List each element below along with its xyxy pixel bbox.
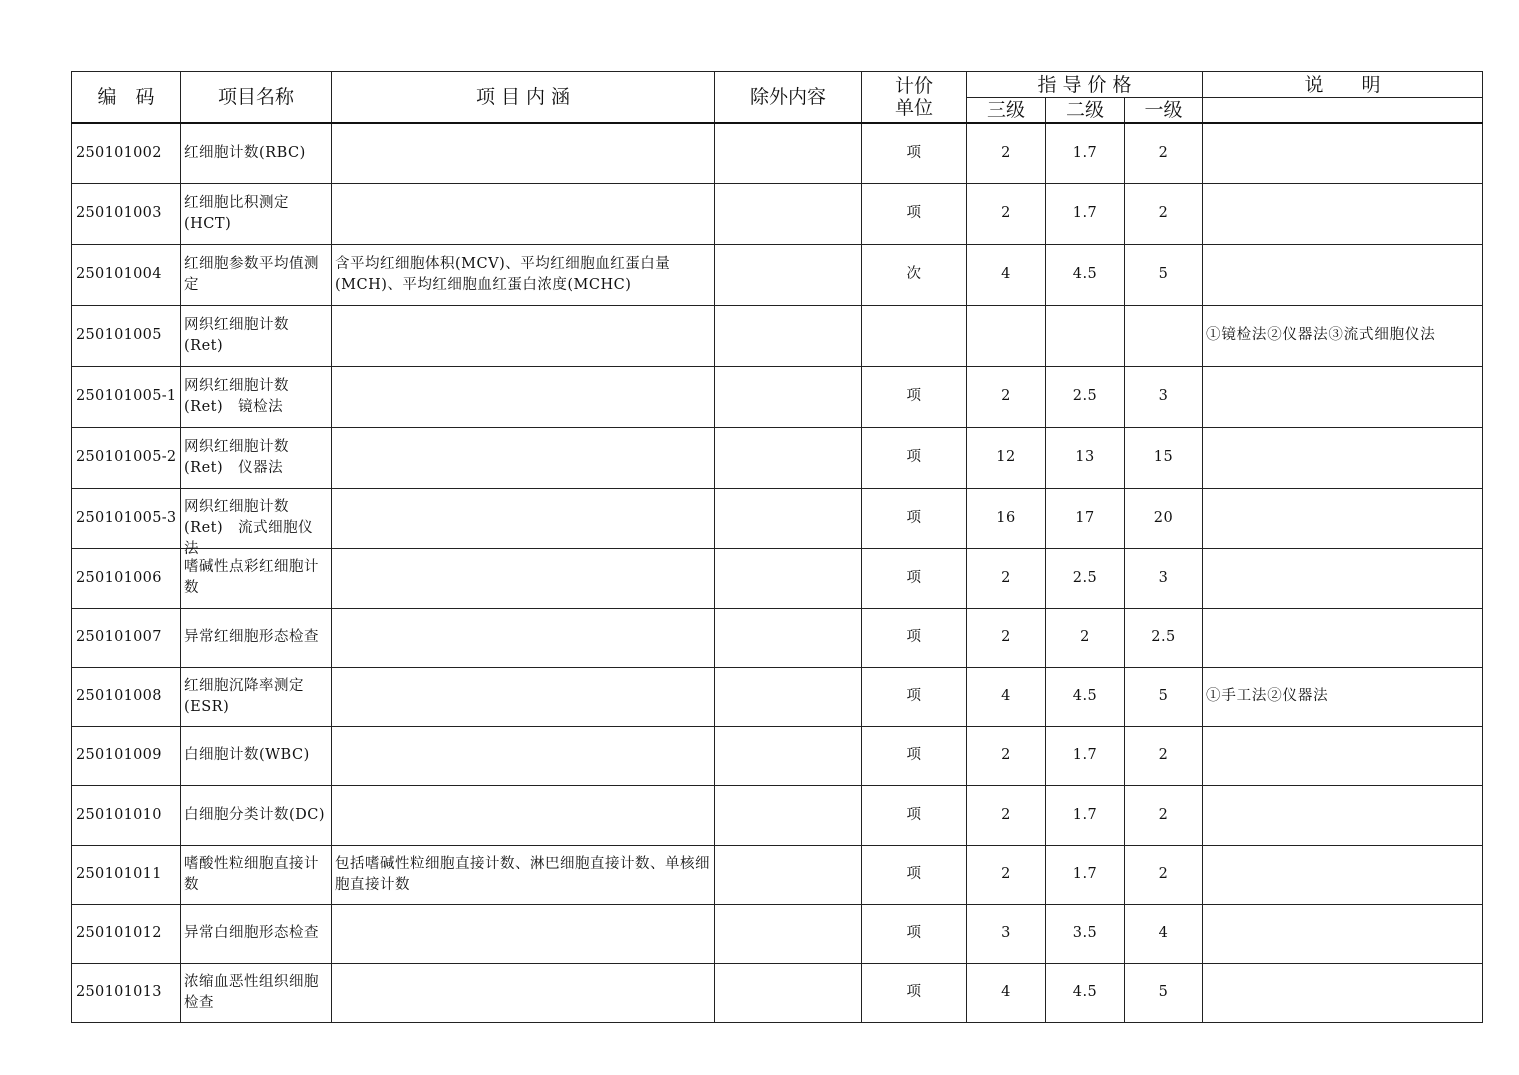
- cell-price-level3: 2: [967, 608, 1046, 667]
- cell-price-level2: 4.5: [1046, 667, 1125, 726]
- cell-price-level3: 12: [967, 427, 1046, 488]
- header-code: 编 码: [72, 72, 181, 124]
- cell-price-level1: 20: [1125, 488, 1203, 548]
- cell-content: [332, 785, 715, 845]
- cell-note: ①手工法②仪器法: [1203, 667, 1483, 726]
- table-row: [72, 427, 1483, 488]
- cell-price-level3: 4: [967, 244, 1046, 305]
- cell-exclusions: [715, 667, 862, 726]
- cell-price-level2: 1.7: [1046, 785, 1125, 845]
- header-price-group: 指 导 价 格: [967, 72, 1203, 98]
- cell-price-level2: 1.7: [1046, 183, 1125, 244]
- cell-name-text: 网织红细胞计数(Ret): [184, 316, 289, 354]
- cell-exclusions: [715, 123, 862, 183]
- table-row: [72, 608, 1483, 667]
- cell-price-level2: [1046, 305, 1125, 366]
- cell-name: [181, 667, 332, 726]
- cell-unit: 项: [862, 667, 967, 726]
- cell-name: [181, 427, 332, 488]
- cell-unit: 项: [862, 548, 967, 608]
- cell-unit: 项: [862, 366, 967, 427]
- table-row: [72, 904, 1483, 963]
- cell-price-level3: 2: [967, 785, 1046, 845]
- table-row: [72, 548, 1483, 608]
- cell-exclusions: [715, 608, 862, 667]
- cell-name-text: 浓缩血恶性组织细胞检查: [184, 973, 319, 1011]
- cell-price-level3: 2: [967, 726, 1046, 785]
- cell-exclusions: [715, 904, 862, 963]
- cell-name-text: 异常红细胞形态检查: [184, 629, 319, 645]
- price-table: [71, 71, 1483, 1023]
- cell-price-level3: 4: [967, 667, 1046, 726]
- cell-note: [1203, 548, 1483, 608]
- cell-content: [332, 726, 715, 785]
- cell-exclusions: [715, 427, 862, 488]
- cell-price-level3: 2: [967, 183, 1046, 244]
- cell-content: [332, 123, 715, 183]
- cell-price-level1: 2: [1125, 726, 1203, 785]
- cell-price-level1: 5: [1125, 667, 1203, 726]
- cell-price-level2: 1.7: [1046, 123, 1125, 183]
- cell-name: [181, 488, 332, 557]
- cell-price-level2: 2: [1046, 608, 1125, 667]
- table-row: [72, 963, 1483, 1022]
- cell-code: 250101005-1: [72, 366, 181, 427]
- cell-name: [181, 726, 332, 785]
- cell-name: [181, 366, 332, 427]
- cell-price-level2: 13: [1046, 427, 1125, 488]
- cell-note: [1203, 785, 1483, 845]
- cell-name-text: 红细胞参数平均值测定: [184, 255, 319, 293]
- cell-price-level1: 4: [1125, 904, 1203, 963]
- cell-unit: 项: [862, 123, 967, 183]
- cell-name-text: 嗜碱性点彩红细胞计数: [184, 559, 319, 596]
- cell-price-level2: 4.5: [1046, 963, 1125, 1022]
- cell-note: [1203, 366, 1483, 427]
- cell-name-text: 网织红细胞计数(Ret) 镜检法: [184, 377, 289, 415]
- cell-name: [181, 548, 332, 608]
- cell-price-level1: 5: [1125, 244, 1203, 305]
- cell-exclusions: [715, 488, 862, 548]
- cell-name: [181, 608, 332, 667]
- cell-code: 250101003: [72, 183, 181, 244]
- cell-price-level2: 1.7: [1046, 845, 1125, 904]
- cell-note: [1203, 726, 1483, 785]
- cell-unit: 次: [862, 244, 967, 305]
- cell-note: [1203, 123, 1483, 183]
- cell-price-level2: 2.5: [1046, 366, 1125, 427]
- cell-price-level2: 4.5: [1046, 244, 1125, 305]
- cell-unit: 项: [862, 845, 967, 904]
- cell-name: [181, 305, 332, 366]
- cell-code: 250101009: [72, 726, 181, 785]
- cell-price-level1: 2: [1125, 123, 1203, 183]
- cell-unit: 项: [862, 427, 967, 488]
- cell-content: [332, 548, 715, 608]
- cell-price-level3: [967, 305, 1046, 366]
- cell-unit: 项: [862, 608, 967, 667]
- cell-price-level1: 15: [1125, 427, 1203, 488]
- cell-name-text: 红细胞沉降率测定(ESR): [184, 677, 304, 715]
- cell-name: [181, 244, 332, 305]
- cell-code: 250101004: [72, 244, 181, 305]
- cell-note: [1203, 963, 1483, 1022]
- cell-code: 250101010: [72, 785, 181, 845]
- header-notes-blank: [1203, 98, 1483, 124]
- header-name: 项目名称: [181, 72, 332, 124]
- cell-price-level1: 3: [1125, 366, 1203, 427]
- cell-name-text: 白细胞计数(WBC): [184, 747, 310, 763]
- cell-price-level1: 3: [1125, 548, 1203, 608]
- table-row: [72, 726, 1483, 785]
- cell-exclusions: [715, 963, 862, 1022]
- cell-code: 250101013: [72, 963, 181, 1022]
- cell-note: [1203, 244, 1483, 305]
- cell-price-level2: 3.5: [1046, 904, 1125, 963]
- cell-name: [181, 963, 332, 1022]
- cell-content: [332, 904, 715, 963]
- header-level3: 三级: [967, 98, 1046, 124]
- cell-unit: 项: [862, 963, 967, 1022]
- cell-name-text: 红细胞计数(RBC): [184, 144, 306, 161]
- cell-note: [1203, 183, 1483, 244]
- cell-note: [1203, 845, 1483, 904]
- cell-content: [332, 366, 715, 427]
- cell-code: 250101006: [72, 548, 181, 608]
- cell-price-level3: 2: [967, 845, 1046, 904]
- cell-content: [332, 608, 715, 667]
- cell-code: 250101011: [72, 845, 181, 904]
- header-notes: 说 明: [1203, 72, 1483, 98]
- cell-price-level3: 2: [967, 123, 1046, 183]
- cell-name-text: 白细胞分类计数(DC): [184, 806, 326, 823]
- header-exclusions: 除外内容: [715, 72, 862, 124]
- cell-note: ①镜检法②仪器法③流式细胞仪法: [1203, 305, 1483, 366]
- cell-exclusions: [715, 305, 862, 366]
- cell-name-text: 红细胞比积测定(HCT): [184, 194, 289, 232]
- cell-content: [332, 488, 715, 548]
- cell-price-level1: 2: [1125, 845, 1203, 904]
- cell-price-level3: 3: [967, 904, 1046, 963]
- cell-name-text: 网织红细胞计数(Ret) 流式细胞仪法: [184, 499, 314, 557]
- cell-code: 250101002: [72, 123, 181, 183]
- table-row: [72, 785, 1483, 845]
- cell-exclusions: [715, 183, 862, 244]
- cell-code: 250101005-3: [72, 488, 181, 548]
- cell-note: [1203, 608, 1483, 667]
- cell-unit: 项: [862, 726, 967, 785]
- cell-content: [332, 667, 715, 726]
- cell-price-level3: 2: [967, 548, 1046, 608]
- cell-content: 含平均红细胞体积(MCV)、平均红细胞血红蛋白量(MCH)、平均红细胞血红蛋白浓度(MCHC): [332, 244, 715, 305]
- table-row: [72, 305, 1483, 366]
- cell-note: [1203, 427, 1483, 488]
- cell-price-level3: 2: [967, 366, 1046, 427]
- table-header: [72, 72, 1483, 124]
- cell-exclusions: [715, 845, 862, 904]
- table-row: [72, 183, 1483, 244]
- cell-name: [181, 904, 332, 963]
- header-level2: 二级: [1046, 98, 1125, 124]
- table-row: [72, 667, 1483, 726]
- cell-price-level1: 2: [1125, 183, 1203, 244]
- table-row: [72, 845, 1483, 904]
- cell-name-text: 异常白细胞形态检查: [184, 925, 319, 941]
- cell-unit: 项: [862, 785, 967, 845]
- table-body: [72, 123, 1483, 1022]
- cell-unit: 项: [862, 488, 967, 548]
- table-row: [72, 366, 1483, 427]
- header-level1: 一级: [1125, 98, 1203, 124]
- cell-content: 包括嗜碱性粒细胞直接计数、淋巴细胞直接计数、单核细胞直接计数: [332, 845, 715, 904]
- cell-name: [181, 845, 332, 904]
- cell-code: 250101012: [72, 904, 181, 963]
- table-row: [72, 244, 1483, 305]
- cell-code: 250101008: [72, 667, 181, 726]
- cell-note: [1203, 904, 1483, 963]
- header-content: 项 目 内 涵: [332, 72, 715, 124]
- cell-name-text: 嗜酸性粒细胞直接计数: [184, 855, 319, 893]
- cell-exclusions: [715, 366, 862, 427]
- cell-price-level1: 2: [1125, 785, 1203, 845]
- cell-unit: 项: [862, 904, 967, 963]
- cell-code: 250101005: [72, 305, 181, 366]
- cell-price-level3: 4: [967, 963, 1046, 1022]
- cell-code: 250101007: [72, 608, 181, 667]
- cell-exclusions: [715, 726, 862, 785]
- cell-price-level1: [1125, 305, 1203, 366]
- cell-name: [181, 123, 332, 183]
- cell-name-text: 网织红细胞计数(Ret) 仪器法: [184, 438, 289, 476]
- table-row: [72, 123, 1483, 183]
- cell-unit: [862, 305, 967, 366]
- cell-name: [181, 785, 332, 845]
- cell-exclusions: [715, 785, 862, 845]
- cell-content: [332, 305, 715, 366]
- cell-price-level2: 17: [1046, 488, 1125, 548]
- cell-price-level2: 2.5: [1046, 548, 1125, 608]
- table-row: [72, 488, 1483, 548]
- cell-content: [332, 427, 715, 488]
- cell-content: [332, 183, 715, 244]
- cell-content: [332, 963, 715, 1022]
- cell-name: [181, 183, 332, 244]
- cell-code: 250101005-2: [72, 427, 181, 488]
- cell-unit: 项: [862, 183, 967, 244]
- cell-price-level1: 2.5: [1125, 608, 1203, 667]
- cell-price-level1: 5: [1125, 963, 1203, 1022]
- cell-exclusions: [715, 244, 862, 305]
- cell-exclusions: [715, 548, 862, 608]
- header-unit: 计价 单位: [862, 72, 967, 124]
- cell-note: [1203, 488, 1483, 548]
- cell-price-level3: 16: [967, 488, 1046, 548]
- cell-price-level2: 1.7: [1046, 726, 1125, 785]
